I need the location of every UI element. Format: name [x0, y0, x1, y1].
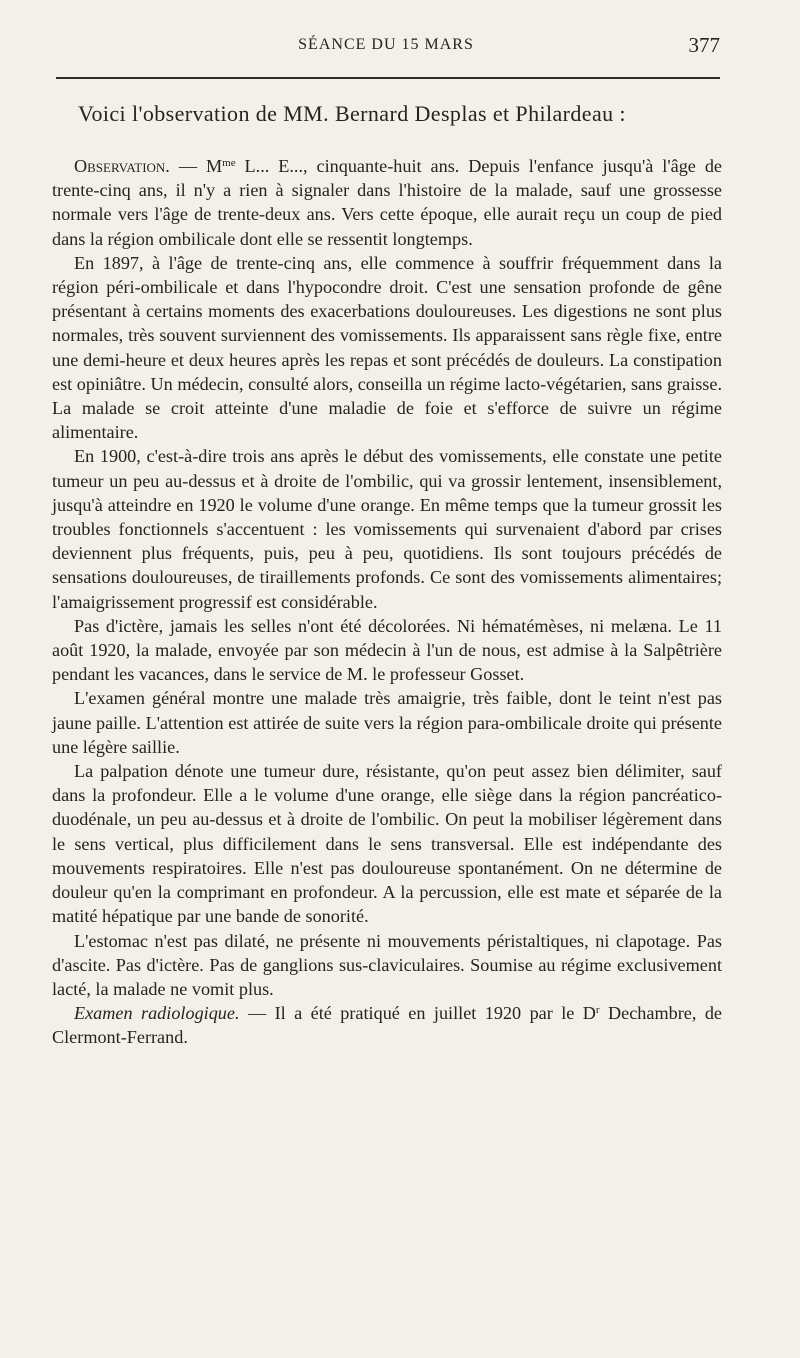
header-rule [56, 77, 720, 79]
body-text [52, 154, 722, 1050]
observation-text: L... E..., cinquante-huit ans. Depuis l'enfance jusqu'à l'âge de trente-cinq ans, il n'y a rien à signaler dans l'histoire de la malade, sauf une grossesse normale vers l'âge de trente-deux ans. Vers cette époque, elle aurait reçu un coup de pied dans la région ombilicale dont elle se ressentit longtemps. [52, 156, 722, 249]
observation-sup: me [222, 157, 236, 169]
exam-lead: Examen radiologique. [74, 1003, 240, 1024]
paragraph-estomac: L'estomac n'est pas dilaté, ne présente ni mouvements péristaltiques, ni clapotage. Pas d'ascite. Pas d'ictère. Pas de ganglions sus-claviculaires. Soumise au régime exclusivement lacté, la malade ne vomit plus. [52, 930, 722, 999]
running-header [52, 33, 720, 60]
exam-text: — Il a été pratiqué en juillet 1920 par le D [239, 1003, 596, 1024]
paragraph-ictere: Pas d'ictère, jamais les selles n'ont été décolorées. Ni hématémèses, ni melæna. Le 11 août 1920, la malade, envoyée par son médecin à l'un de nous, est admise à la Salpêtrière pendant les vacances, dans le service de M. le professeur Gosset. [52, 615, 722, 685]
observation-lead: Observation. [74, 156, 170, 176]
paragraph-1900: En 1900, c'est-à-dire trois ans après le début des vomissements, elle constate une petite tumeur un peu au-dessus et à droite de l'ombilic, qui va grossir lentement, insensiblement, jusqu'à atteindre en 1920 le volume d'une orange. En même temps que la tumeur grossit les troubles fonctionnels s'accentuent : les vomissements qui survenaient d'abord par crises deviennent plus fréquents, puis, peu à peu, quotidiens. Ils sont toujours précédés de sensations douloureuses, de tiraillements profonds. Ce sont des vomissements alimentaires; l'amaigrissement progressif est considérable. [52, 446, 722, 612]
observation-dash: — M [169, 156, 223, 176]
running-title: SÉANCE DU 15 MARS [298, 36, 474, 53]
paragraph-examen-radiologique [52, 1001, 722, 1049]
paragraph-examen-general: L'examen général montre une malade très amaigrie, très faible, dont le teint n'est pas jaune paille. L'attention est attirée de suite vers la région para-ombilicale droite qui présente une légère saillie. [52, 688, 722, 757]
intro-line: Voici l'observation de MM. Bernard Desplas et Philardeau : [78, 101, 626, 126]
paragraph-1897: En 1897, à l'âge de trente-cinq ans, elle commence à souffrir fréquemment dans la région péri-ombilicale et dans l'hypocondre droit. C'est une sensation profonde de gêne présentant à certains moments des exacerbations douloureuses. Les digestions ne sont plus normales, très souvent surviennent des vomissements. Ils apparaissent sans règle fixe, entre une demi-heure et deux heures après les repas et sont précédés de douleurs. La constipation est opiniâtre. Un médecin, consulté alors, conseilla un régime lacto-végétarien, sans graisse. La malade se croit atteinte d'une maladie de foie et s'efforce de suivre un régime alimentaire. [52, 252, 722, 443]
exam-rest: Dechambre, de Clermont-Ferrand. [52, 1003, 722, 1048]
exam-sup: r [595, 1004, 600, 1017]
paragraph-palpation: La palpation dénote une tumeur dure, résistante, qu'on peut assez bien délimiter, sauf dans la profondeur. Elle a le volume d'une orange, elle siège dans la région pancréatico-duodénale, un peu au-dessus et à droite de l'ombilic. On peut la mobiliser légèrement dans le sens vertical, plus difficilement dans le sens transversal. Elle est indépendante des mouvements respiratoires. Elle n'est pas douloureuse spontanément. On ne détermine de douleur qu'en la comprimant en profondeur. A la percussion, elle est mate et séparée de la matité hépatique par une bande de sonorité. [52, 761, 722, 927]
observation-paragraph [52, 154, 722, 251]
page-number: 377 [688, 33, 720, 57]
